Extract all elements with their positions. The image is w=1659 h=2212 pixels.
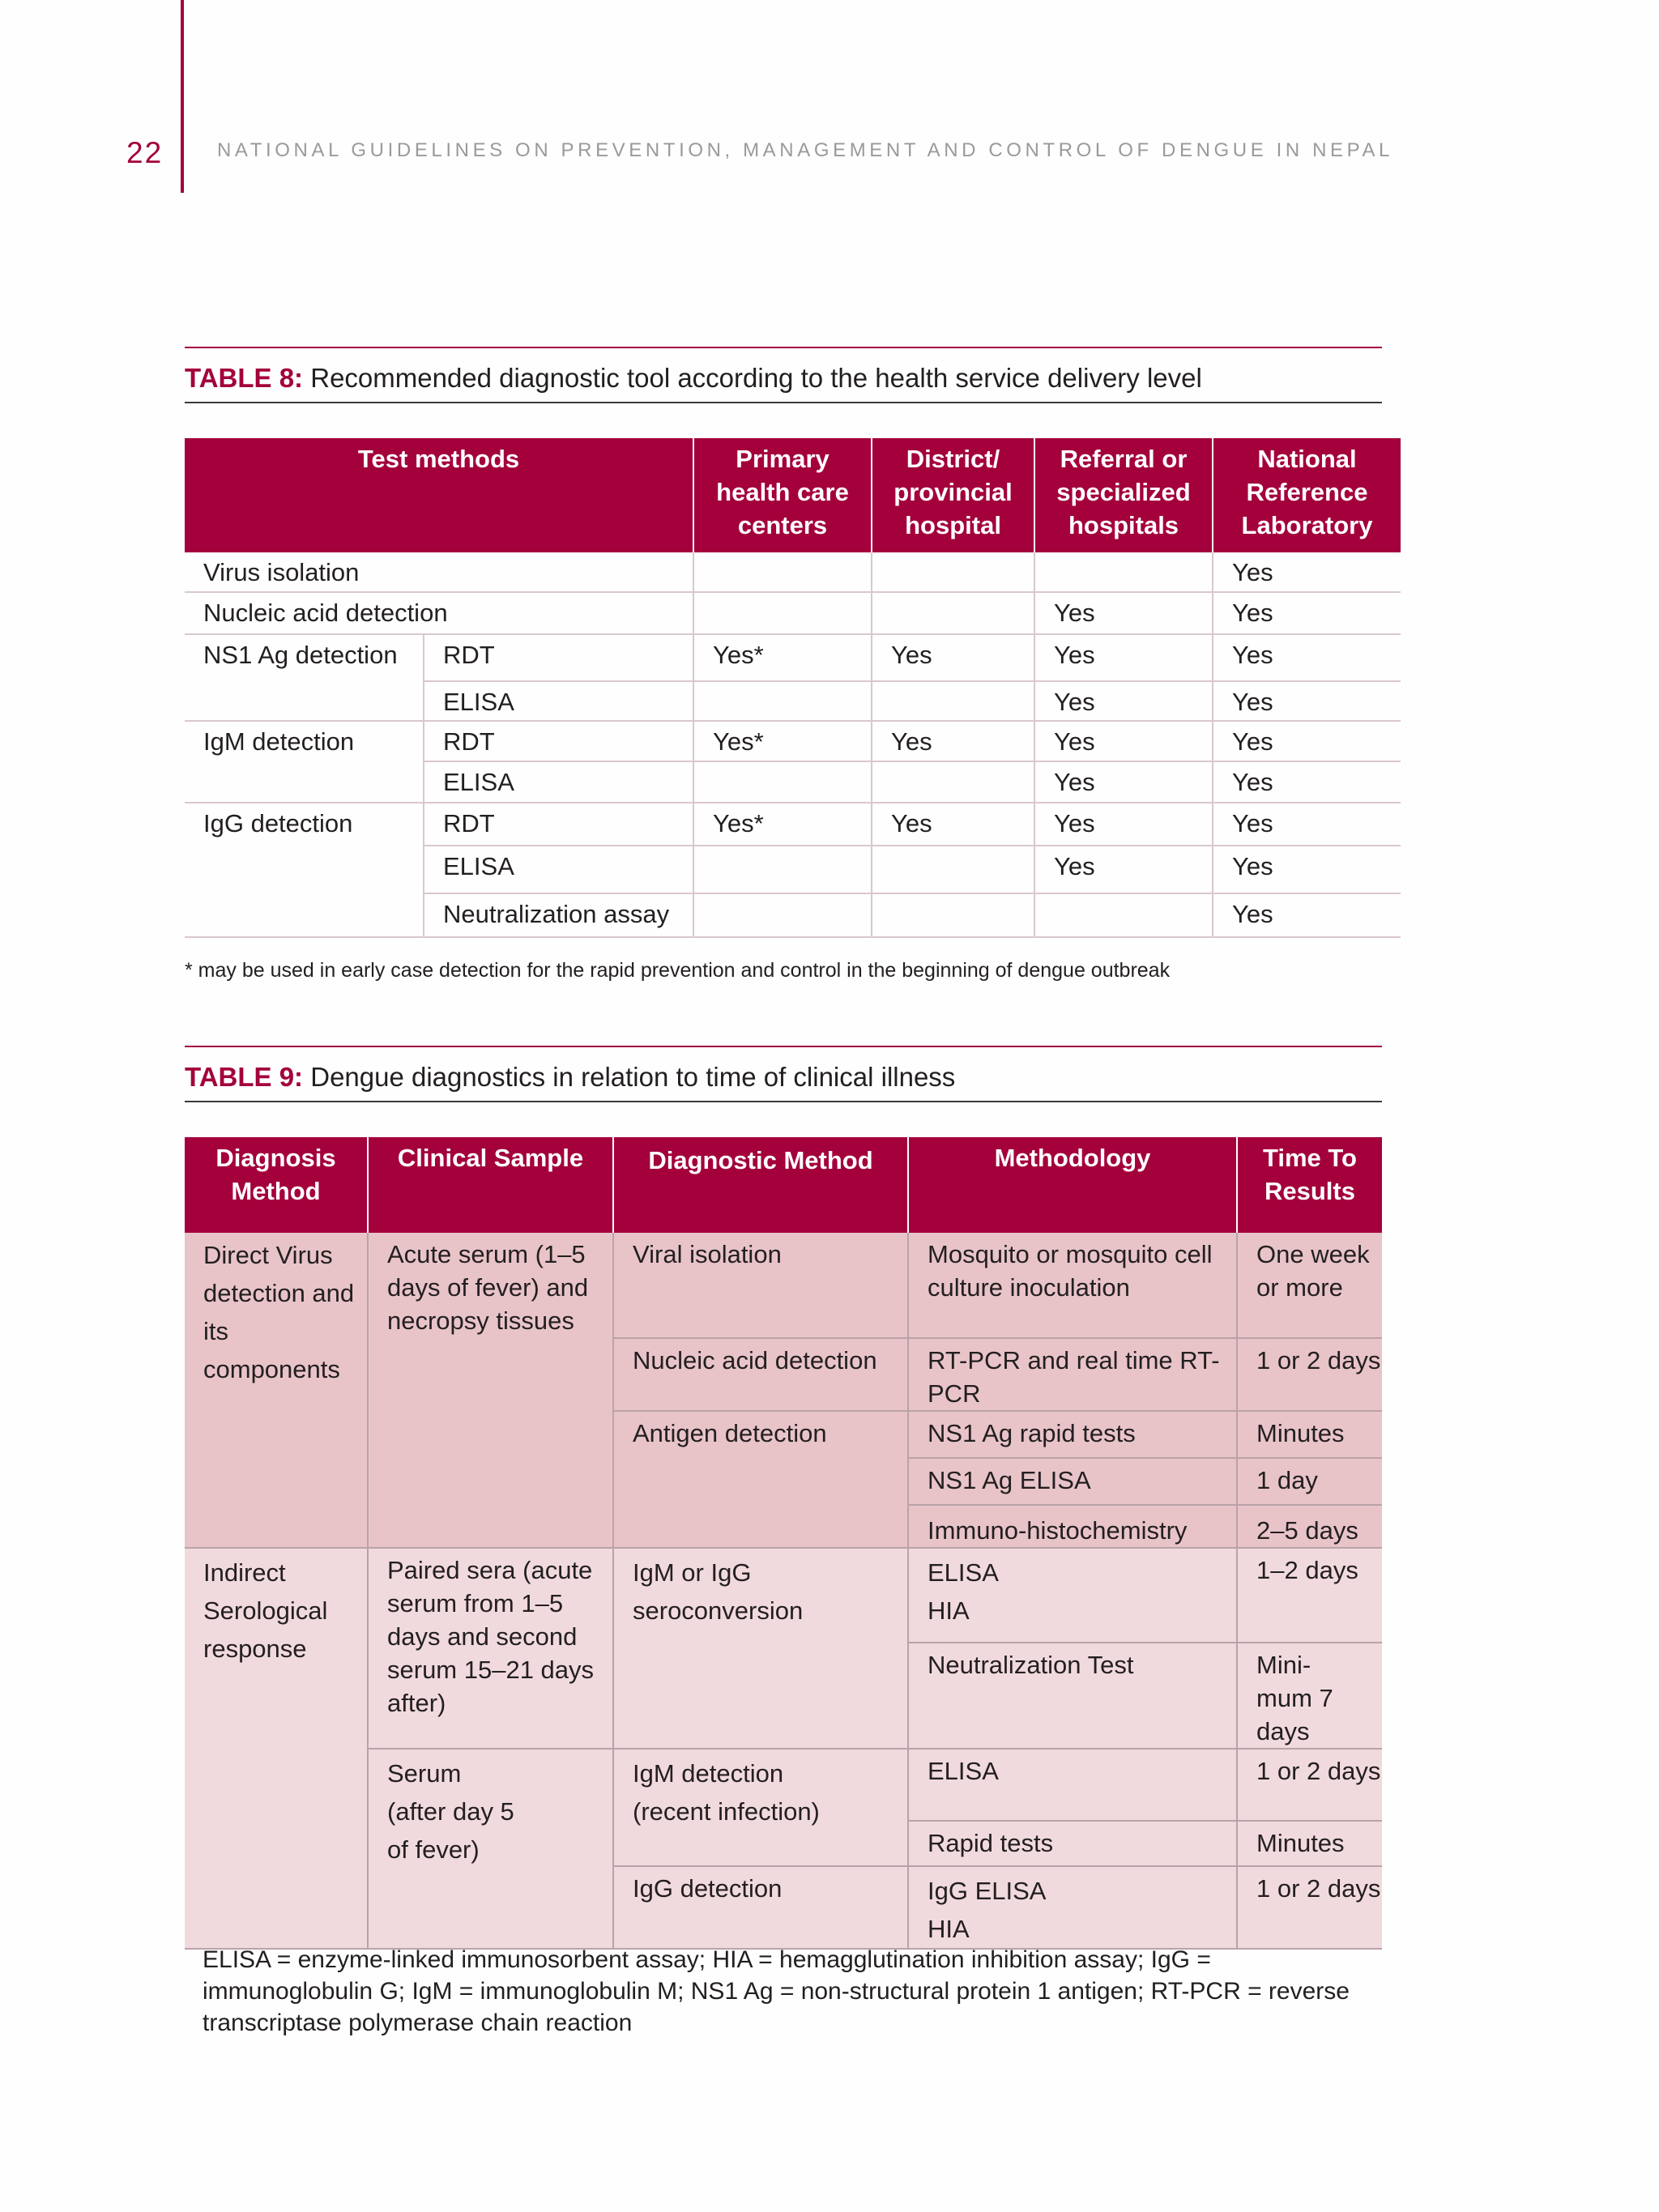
district-cell [872, 681, 1034, 721]
running-title: NATIONAL GUIDELINES ON PREVENTION, MANAGEMENT AND CONTROL OF DENGUE IN NEPAL [217, 139, 1393, 161]
page-number: 22 [126, 136, 164, 169]
table9 [185, 1137, 1382, 1950]
test-method: NS1 Ag detection [185, 634, 424, 721]
methodology: Mosquito or mosquito cell culture inoculation [908, 1233, 1237, 1338]
methodology: IgG ELISA HIA [908, 1866, 1237, 1949]
national-cell: Yes [1213, 681, 1401, 721]
referral-cell [1034, 552, 1213, 592]
test-submethod: ELISA [424, 846, 693, 893]
diagnostic-method: IgM or IgG seroconversion [613, 1548, 908, 1749]
diagnosis-method: Indirect Serological response [185, 1548, 368, 1949]
primary-cell: Yes* [693, 634, 872, 681]
diagnostic-method: Nucleic acid detection [613, 1338, 908, 1411]
table8-header-referral: Referral or specialized hospitals [1034, 438, 1213, 552]
clinical-sample: Serum (after day 5 of fever) [368, 1749, 613, 1949]
national-cell: Yes [1213, 721, 1401, 761]
table9-header-sample: Clinical Sample [368, 1137, 613, 1233]
header-rule [181, 0, 184, 193]
primary-cell: Yes* [693, 721, 872, 761]
district-cell: Yes [872, 803, 1034, 846]
time-to-results: 1–2 days [1237, 1548, 1382, 1643]
primary-cell [693, 846, 872, 893]
table-row [185, 1548, 1382, 1643]
referral-cell: Yes [1034, 592, 1213, 634]
table9-header-time: Time To Results [1237, 1137, 1382, 1233]
time-to-results: Mini-mum 7 days [1237, 1643, 1382, 1749]
time-to-results: 1 day [1237, 1458, 1382, 1505]
national-cell: Yes [1213, 592, 1401, 634]
national-cell: Yes [1213, 552, 1401, 592]
national-cell: Yes [1213, 846, 1401, 893]
table9-tag: TABLE 9: [185, 1062, 304, 1092]
table-row [185, 803, 1401, 846]
table-row [185, 634, 1401, 681]
methodology: ELISA HIA [908, 1548, 1237, 1643]
methodology: RT-PCR and real time RT-PCR [908, 1338, 1237, 1411]
table-row [185, 1233, 1382, 1338]
test-method: Nucleic acid detection [185, 592, 693, 634]
table8-header-primary: Primary health care centers [693, 438, 872, 552]
table8 [185, 438, 1401, 938]
time-to-results: 2–5 days [1237, 1505, 1382, 1548]
clinical-sample: Paired sera (acute serum from 1–5 days and second serum 15–21 days after) [368, 1548, 613, 1749]
methodology: NS1 Ag rapid tests [908, 1411, 1237, 1458]
national-cell: Yes [1213, 803, 1401, 846]
primary-cell [693, 552, 872, 592]
diagnosis-method: Direct Virus detection and its components [185, 1233, 368, 1548]
test-submethod: ELISA [424, 681, 693, 721]
time-to-results: One week or more [1237, 1233, 1382, 1338]
test-method: Virus isolation [185, 552, 693, 592]
district-cell [872, 761, 1034, 803]
national-cell: Yes [1213, 634, 1401, 681]
clinical-sample: Acute serum (1–5 days of fever) and necropsy tissues [368, 1233, 613, 1548]
test-submethod: RDT [424, 803, 693, 846]
table-row [185, 721, 1401, 761]
methodology: Neutralization Test [908, 1643, 1237, 1749]
district-cell [872, 846, 1034, 893]
table9-header-row [185, 1137, 1382, 1233]
district-cell [872, 893, 1034, 937]
referral-cell: Yes [1034, 634, 1213, 681]
test-submethod: RDT [424, 721, 693, 761]
table8-tag: TABLE 8: [185, 363, 304, 393]
test-method: IgM detection [185, 721, 424, 803]
diagnostic-method: IgM detection (recent infection) [613, 1749, 908, 1866]
referral-cell: Yes [1034, 803, 1213, 846]
table-row [185, 592, 1401, 634]
time-to-results: 1 or 2 days [1237, 1338, 1382, 1411]
district-cell: Yes [872, 634, 1034, 681]
test-method: IgG detection [185, 803, 424, 937]
district-cell [872, 552, 1034, 592]
time-to-results: 1 or 2 days [1237, 1749, 1382, 1821]
methodology: Rapid tests [908, 1821, 1237, 1866]
primary-cell: Yes* [693, 803, 872, 846]
table9-header-diagnostic-method: Diagnostic Method [613, 1137, 908, 1233]
district-cell [872, 592, 1034, 634]
national-cell: Yes [1213, 761, 1401, 803]
table9-header-diagnosis: Diagnosis Method [185, 1137, 368, 1233]
diagnostic-method: Antigen detection [613, 1411, 908, 1548]
table8-header-national: National Reference Laboratory [1213, 438, 1401, 552]
district-cell: Yes [872, 721, 1034, 761]
time-to-results: Minutes [1237, 1411, 1382, 1458]
test-submethod: ELISA [424, 761, 693, 803]
referral-cell: Yes [1034, 681, 1213, 721]
table9-caption [185, 1046, 1382, 1102]
primary-cell [693, 681, 872, 721]
table8-header-row [185, 438, 1401, 552]
primary-cell [693, 761, 872, 803]
diagnostic-method: Viral isolation [613, 1233, 908, 1338]
table8-title: Recommended diagnostic tool according to the health service delivery level [303, 363, 1202, 393]
national-cell: Yes [1213, 893, 1401, 937]
methodology: NS1 Ag ELISA [908, 1458, 1237, 1505]
table8-caption [185, 347, 1382, 403]
table-row [185, 552, 1401, 592]
table8-header-district: District/ provincial hospital [872, 438, 1034, 552]
referral-cell: Yes [1034, 721, 1213, 761]
table9-title: Dengue diagnostics in relation to time of clinical illness [303, 1062, 956, 1092]
referral-cell [1034, 893, 1213, 937]
methodology: ELISA [908, 1749, 1237, 1821]
methodology: Immuno-histochemistry [908, 1505, 1237, 1548]
primary-cell [693, 893, 872, 937]
table9-footnote: ELISA = enzyme-linked immunosorbent assay; HIA = hemagglutination inhibition assay; IgG = immunoglobulin G; IgM = immunoglobulin M; NS1 Ag = non-structural protein 1 antigen; RT-PCR = reverse transcriptase polymerase chain reaction [203, 1946, 1350, 2036]
table8-footnote: * may be used in early case detection for the rapid prevention and control in the beginning of dengue outbreak [185, 959, 1171, 982]
test-submethod: RDT [424, 634, 693, 681]
table8-header-test-methods: Test methods [185, 438, 693, 552]
referral-cell: Yes [1034, 761, 1213, 803]
primary-cell [693, 592, 872, 634]
time-to-results: Minutes [1237, 1821, 1382, 1866]
table9-header-methodology: Methodology [908, 1137, 1237, 1233]
diagnostic-method: IgG detection [613, 1866, 908, 1949]
referral-cell: Yes [1034, 846, 1213, 893]
test-submethod: Neutralization assay [424, 893, 693, 937]
time-to-results: 1 or 2 days [1237, 1866, 1382, 1949]
